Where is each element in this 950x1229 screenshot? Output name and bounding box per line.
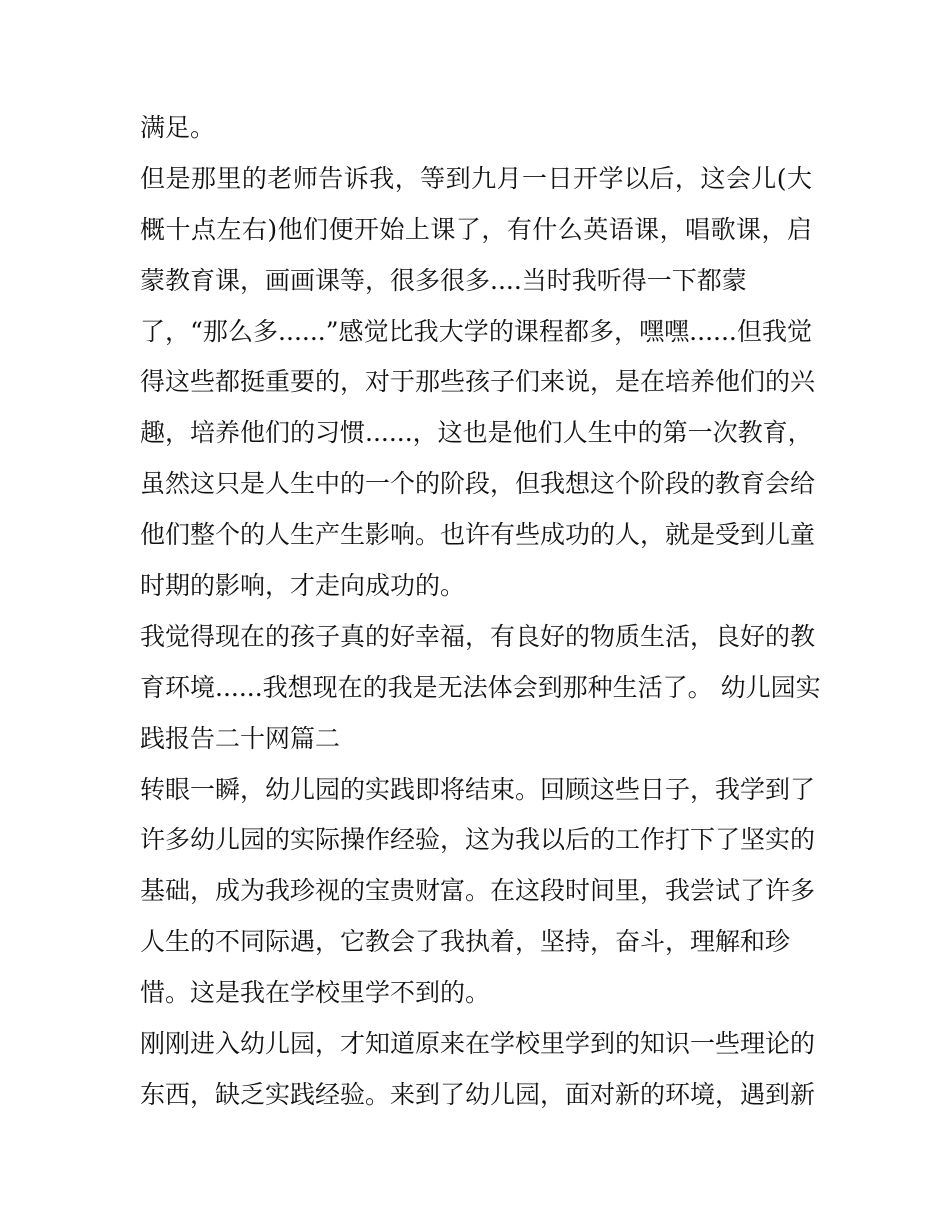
text-line: 转眼一瞬，幼儿园的实践即将结束。回顾这些日子，我学到了 bbox=[140, 774, 816, 804]
text-line: 时期的影响，才走向成功的。 bbox=[140, 571, 466, 601]
text-line: 得这些都挺重要的，对于那些孩子们来说，是在培养他们的兴 bbox=[140, 367, 816, 397]
text-line: 蒙教育课，画画课等，很多很多....当时我听得一下都蒙 bbox=[140, 265, 747, 295]
text-line: 虽然这只是人生中的一个的阶段，但我想这个阶段的教育会给 bbox=[140, 469, 816, 499]
text-line: 育环境......我想现在的我是无法体会到那种生活了。 幼儿园实 bbox=[140, 672, 821, 702]
document-body bbox=[140, 103, 821, 1121]
text-line: 践报告二十网篇二 bbox=[140, 723, 341, 753]
text-line: 刚刚进入幼儿园，才知道原来在学校里学到的知识一些理论的 bbox=[140, 1029, 816, 1059]
text-line: 满足。 bbox=[140, 113, 216, 142]
text-line: 我觉得现在的孩子真的好幸福，有良好的物质生活，良好的教 bbox=[140, 621, 816, 651]
text-line: 人生的不同际遇，它教会了我执着，坚持，奋斗，理解和珍 bbox=[140, 927, 791, 957]
text-line: 基础，成为我珍视的宝贵财富。在这段时间里，我尝试了许多 bbox=[140, 876, 816, 906]
text-line: 东西，缺乏实践经验。来到了幼儿园，面对新的环境，遇到新 bbox=[140, 1079, 816, 1109]
text-line: 概十点左右)他们便开始上课了，有什么英语课，唱歌课，启 bbox=[140, 214, 812, 244]
text-line: 了，“那么多......”感觉比我大学的课程都多，嘿嘿......但我觉 bbox=[140, 316, 812, 346]
text-line: 但是那里的老师告诉我，等到九月一日开学以后，这会儿(大 bbox=[140, 163, 812, 193]
text-line: 他们整个的人生产生影响。也许有些成功的人，就是受到儿童 bbox=[140, 520, 816, 550]
text-line: 惜。这是我在学校里学不到的。 bbox=[140, 978, 491, 1008]
text-line: 许多幼儿园的实际操作经验，这为我以后的工作打下了坚实的 bbox=[140, 825, 816, 855]
text-line: 趣，培养他们的习惯......，这也是他们人生中的第一次教育， bbox=[140, 418, 813, 448]
